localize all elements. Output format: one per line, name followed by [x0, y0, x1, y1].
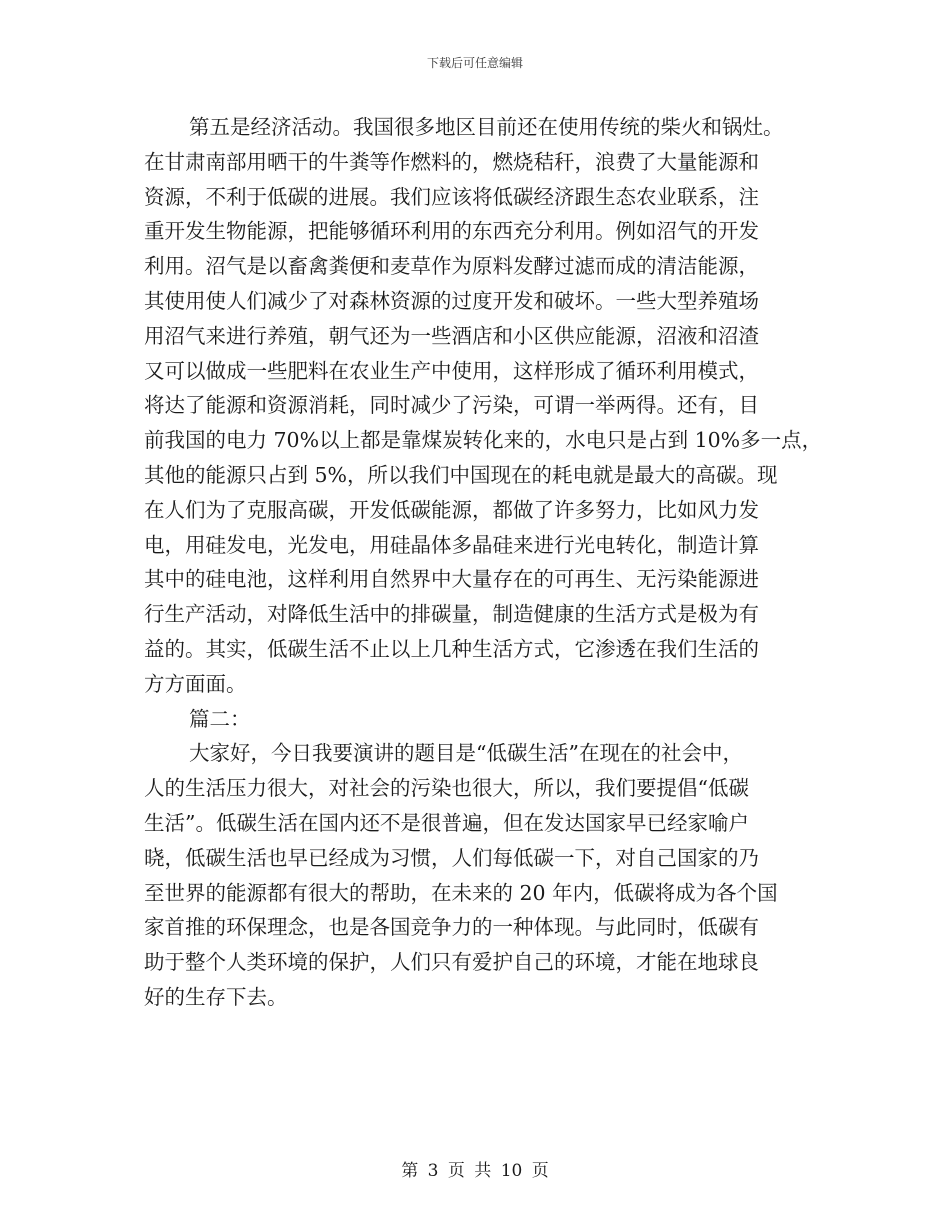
paragraph-line: 重开发生物能源，把能够循环利用的东西充分利用。例如沼气的开发 [144, 219, 759, 244]
paragraph-line: 利用。沼气是以畜禽粪便和麦草作为原料发酵过滤而成的清洁能源， [144, 254, 759, 279]
paragraph-line: 第五是经济活动。我国很多地区目前还在使用传统的柴火和锅灶。 [189, 115, 784, 139]
paragraph-line: 人的生活压力很大，对社会的污染也很大，所以，我们要提倡“低碳 [144, 776, 749, 801]
paragraph-line: 其使用使人们减少了对森林资源的过度开发和破坏。一些大型养殖场 [144, 288, 759, 313]
paragraph-line: 将达了能源和资源消耗，同时减少了污染，可谓一举两得。还有，目 [144, 393, 759, 418]
paragraph-line: 家首推的环保理念，也是各国竞争力的一种体现。与此同时，低碳有 [144, 915, 759, 940]
page-header: 下载后可任意编辑 [426, 56, 523, 70]
section-heading: 篇二： [189, 706, 251, 731]
paragraph-line: 又可以做成一些肥料在农业生产中使用，这样形成了循环利用模式， [144, 358, 759, 383]
paragraph-line: 好的生存下去。 [144, 984, 288, 1009]
paragraph-line: 用沼气来进行养殖，朝气还为一些酒店和小区供应能源，沼液和沼渣 [144, 323, 759, 348]
paragraph-line: 在人们为了克服高碳，开发低碳能源，都做了许多努力，比如风力发 [144, 497, 759, 522]
paragraph-line: 其他的能源只占到 5%，所以我们中国现在的耗电就是最大的高碳。现 [144, 462, 778, 487]
paragraph-line: 电，用硅发电，光发电，用硅晶体多晶硅来进行光电转化，制造计算 [144, 532, 759, 557]
paragraph-line: 益的。其实，低碳生活不止以上几种生活方式，它渗透在我们生活的 [144, 636, 759, 661]
paragraph-line: 至世界的能源都有很大的帮助，在未来的 20 年内，低碳将成为各个国 [144, 880, 778, 905]
paragraph-line: 行生产活动，对降低生活中的排碳量，制造健康的生活方式是极为有 [144, 602, 759, 627]
page-number-footer: 第 3 页 共 10 页 [401, 1161, 549, 1181]
paragraph-line: 其中的硅电池，这样利用自然界中大量存在的可再生、无污染能源进 [144, 567, 759, 592]
paragraph-line: 大家好，今日我要演讲的题目是“低碳生活”在现在的社会中， [189, 741, 743, 766]
paragraph-line: 资源，不利于低碳的进展。我们应该将低碳经济跟生态农业联系，注 [144, 184, 759, 209]
paragraph-line: 前我国的电力 70%以上都是靠煤炭转化来的，水电只是占到 10%多一点， [144, 428, 823, 453]
paragraph-line: 方方面面。 [144, 671, 247, 696]
paragraph-line: 在甘肃南部用晒干的牛粪等作燃料的，燃烧秸秆，浪费了大量能源和 [144, 149, 759, 174]
document-body [144, 110, 823, 1015]
paragraph-line: 助于整个人类环境的保护，人们只有爱护自己的环境，才能在地球良 [144, 950, 759, 975]
paragraph-line: 晓，低碳生活也早已经成为习惯，人们每低碳一下，对自己国家的乃 [144, 845, 759, 870]
paragraph-line: 生活”。低碳生活在国内还不是很普遍，但在发达国家早已经家喻户 [144, 810, 749, 835]
